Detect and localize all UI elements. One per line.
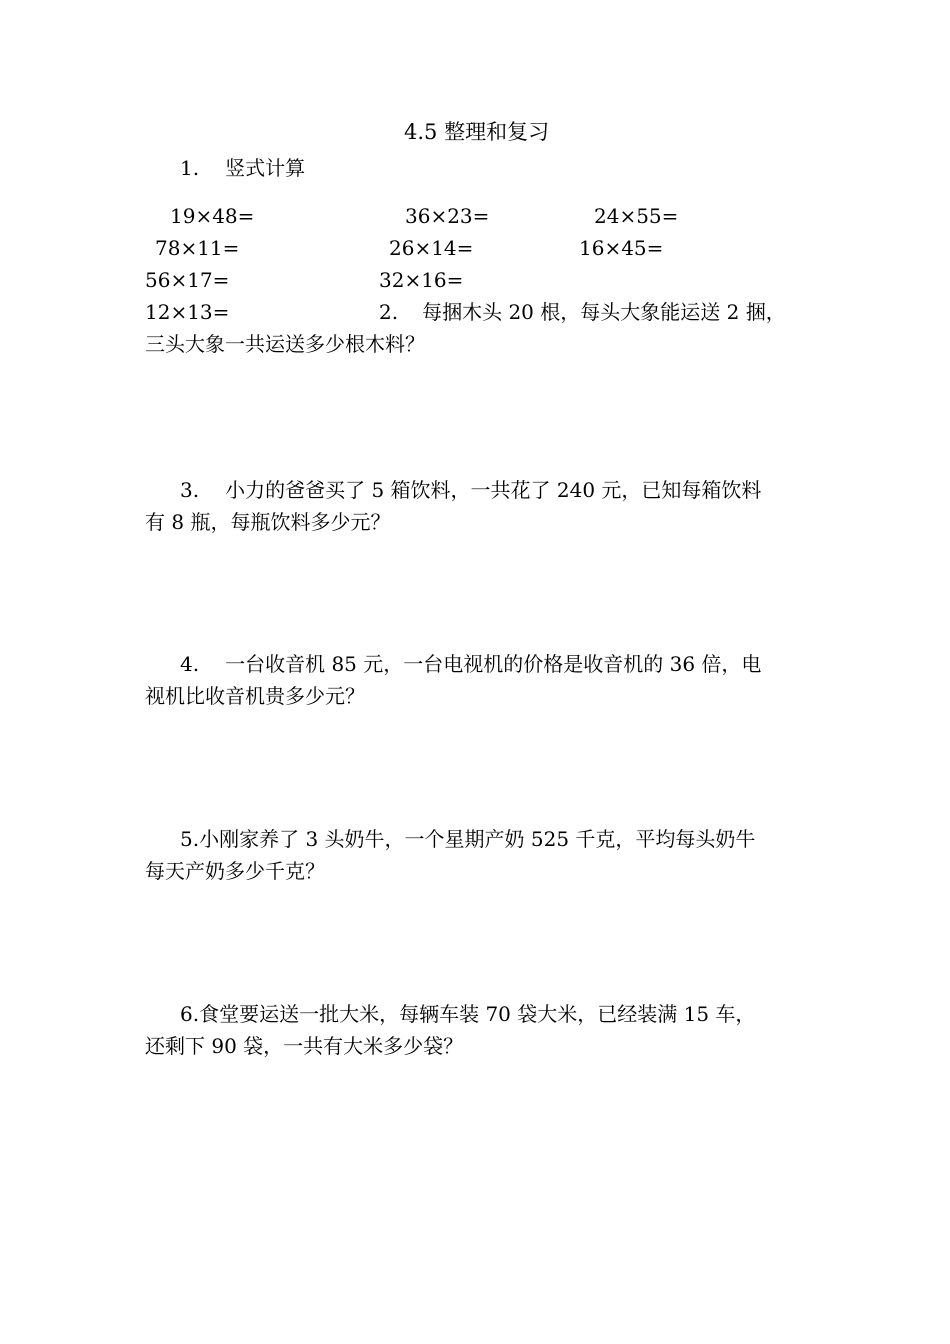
problem-number: 5. <box>180 827 200 851</box>
problem-2-line-2: 三头大象一共运送多少根木料？ <box>145 332 425 356</box>
problem-number: 6. <box>180 1002 200 1026</box>
calc-item: 78×11= <box>155 236 240 260</box>
problem-2-line-1 <box>379 302 786 322</box>
calc-item: 26×14= <box>389 236 474 260</box>
calc-item: 32×16= <box>379 268 464 292</box>
problem-text: 食堂要运送一批大米，每辆车装 70 袋大米，已经装满 15 车， <box>199 1002 756 1026</box>
problem-text: 每捆木头 20 根，每头大象能运送 2 捆， <box>422 300 786 324</box>
problem-3-line-1 <box>180 480 761 500</box>
section-number: 1. <box>180 156 200 180</box>
problem-number: 2. <box>379 300 399 324</box>
calc-item: 12×13= <box>145 300 230 324</box>
problem-3-line-2: 有 8 瓶，每瓶饮料多少元？ <box>145 510 391 534</box>
problem-4-line-1 <box>180 654 761 674</box>
problem-6-line-1 <box>180 1004 755 1024</box>
calc-item: 16×45= <box>579 236 664 260</box>
problem-5-line-1 <box>180 829 755 849</box>
page-title: 4.5 整理和复习 <box>404 120 550 144</box>
calc-item: 19×48= <box>170 204 255 228</box>
problem-text: 小刚家养了 3 头奶牛，一个星期产奶 525 千克，平均每头奶牛 <box>199 827 756 851</box>
problem-number: 3. <box>180 478 200 502</box>
problem-number: 4. <box>180 652 200 676</box>
problem-4-line-2: 视机比收音机贵多少元？ <box>145 684 365 708</box>
calc-item: 56×17= <box>145 268 230 292</box>
problem-6-line-2: 还剩下 90 袋，一共有大米多少袋？ <box>145 1034 464 1058</box>
calc-item: 24×55= <box>594 204 679 228</box>
problem-text: 一台收音机 85 元，一台电视机的价格是收音机的 36 倍，电 <box>225 652 762 676</box>
section-title: 竖式计算 <box>225 156 306 180</box>
problem-5-line-2: 每天产奶多少千克？ <box>145 859 325 883</box>
section-heading <box>180 158 305 178</box>
calc-item: 36×23= <box>405 204 490 228</box>
problem-text: 小力的爸爸买了 5 箱饮料，一共花了 240 元，已知每箱饮料 <box>225 478 762 502</box>
